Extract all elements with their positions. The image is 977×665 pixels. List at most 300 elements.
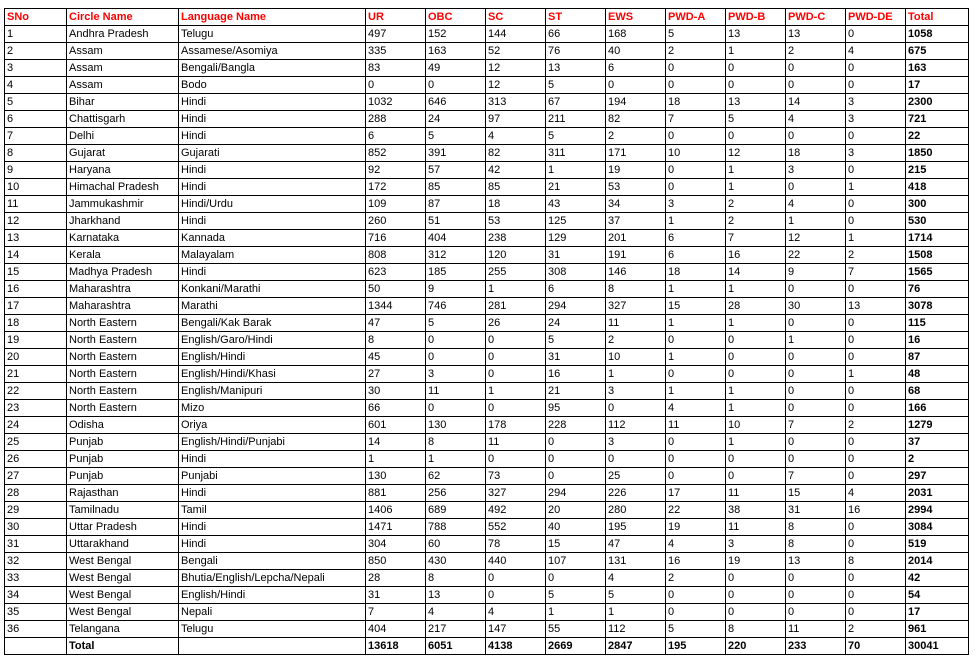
cell-circle-name: West Bengal xyxy=(67,604,179,621)
cell-pwd-b: 28 xyxy=(726,298,786,315)
cell-pwd-b: 0 xyxy=(726,332,786,349)
cell-sno: 2 xyxy=(5,43,67,60)
total-pwd-b: 220 xyxy=(726,638,786,655)
cell-ews: 131 xyxy=(606,553,666,570)
cell-pwd-a: 0 xyxy=(666,162,726,179)
cell-obc: 0 xyxy=(426,400,486,417)
cell-circle-name: Telangana xyxy=(67,621,179,638)
cell-total: 2031 xyxy=(906,485,969,502)
cell-total: 530 xyxy=(906,213,969,230)
total-sc: 4138 xyxy=(486,638,546,655)
cell-pwd-de: 0 xyxy=(846,383,906,400)
cell-obc: 87 xyxy=(426,196,486,213)
cell-ews: 4 xyxy=(606,570,666,587)
cell-obc: 312 xyxy=(426,247,486,264)
cell-language-name: Konkani/Marathi xyxy=(179,281,366,298)
table-row xyxy=(5,536,969,553)
cell-pwd-c: 0 xyxy=(786,587,846,604)
cell-pwd-c: 13 xyxy=(786,553,846,570)
cell-total: 1279 xyxy=(906,417,969,434)
cell-ur: 8 xyxy=(366,332,426,349)
cell-sc: 327 xyxy=(486,485,546,502)
cell-pwd-b: 12 xyxy=(726,145,786,162)
header-total: Total xyxy=(906,9,969,26)
cell-pwd-b: 16 xyxy=(726,247,786,264)
cell-sc: 12 xyxy=(486,60,546,77)
cell-sno: 17 xyxy=(5,298,67,315)
cell-sno: 29 xyxy=(5,502,67,519)
header-sno: SNo xyxy=(5,9,67,26)
cell-pwd-de: 0 xyxy=(846,451,906,468)
cell-pwd-a: 18 xyxy=(666,94,726,111)
cell-sno: 26 xyxy=(5,451,67,468)
cell-st: 66 xyxy=(546,26,606,43)
cell-pwd-a: 1 xyxy=(666,349,726,366)
cell-sc: 82 xyxy=(486,145,546,162)
cell-ur: 881 xyxy=(366,485,426,502)
cell-ews: 168 xyxy=(606,26,666,43)
cell-sc: 238 xyxy=(486,230,546,247)
cell-circle-name: Bihar xyxy=(67,94,179,111)
cell-pwd-c: 3 xyxy=(786,162,846,179)
cell-pwd-a: 0 xyxy=(666,332,726,349)
cell-language-name: Nepali xyxy=(179,604,366,621)
header-pwd-b: PWD-B xyxy=(726,9,786,26)
cell-ur: 31 xyxy=(366,587,426,604)
cell-total: 2300 xyxy=(906,94,969,111)
cell-pwd-c: 0 xyxy=(786,77,846,94)
cell-sc: 97 xyxy=(486,111,546,128)
cell-sno: 6 xyxy=(5,111,67,128)
header-pwd-de: PWD-DE xyxy=(846,9,906,26)
table-row xyxy=(5,315,969,332)
cell-language-name: Hindi xyxy=(179,519,366,536)
cell-sc: 26 xyxy=(486,315,546,332)
cell-sc: 440 xyxy=(486,553,546,570)
cell-pwd-de: 0 xyxy=(846,349,906,366)
cell-ews: 327 xyxy=(606,298,666,315)
cell-total: 22 xyxy=(906,128,969,145)
cell-total: 16 xyxy=(906,332,969,349)
cell-ur: 304 xyxy=(366,536,426,553)
cell-sc: 1 xyxy=(486,281,546,298)
cell-ur: 27 xyxy=(366,366,426,383)
cell-ews: 37 xyxy=(606,213,666,230)
cell-st: 308 xyxy=(546,264,606,281)
cell-st: 0 xyxy=(546,451,606,468)
cell-sc: 0 xyxy=(486,332,546,349)
cell-obc: 0 xyxy=(426,332,486,349)
cell-pwd-de: 2 xyxy=(846,621,906,638)
cell-pwd-a: 4 xyxy=(666,536,726,553)
table-row xyxy=(5,77,969,94)
cell-ews: 10 xyxy=(606,349,666,366)
cell-sno: 11 xyxy=(5,196,67,213)
cell-total: 1714 xyxy=(906,230,969,247)
cell-circle-name: Maharashtra xyxy=(67,281,179,298)
total-label: Total xyxy=(67,638,179,655)
table-row xyxy=(5,213,969,230)
cell-total: 163 xyxy=(906,60,969,77)
cell-pwd-b: 0 xyxy=(726,587,786,604)
cell-sno: 9 xyxy=(5,162,67,179)
table-row xyxy=(5,196,969,213)
cell-circle-name: Haryana xyxy=(67,162,179,179)
cell-pwd-de: 0 xyxy=(846,26,906,43)
cell-pwd-a: 10 xyxy=(666,145,726,162)
cell-sno: 16 xyxy=(5,281,67,298)
cell-language-name: Tamil xyxy=(179,502,366,519)
cell-st: 24 xyxy=(546,315,606,332)
cell-circle-name: Assam xyxy=(67,43,179,60)
cell-pwd-c: 0 xyxy=(786,179,846,196)
cell-obc: 8 xyxy=(426,434,486,451)
cell-ur: 172 xyxy=(366,179,426,196)
cell-pwd-c: 4 xyxy=(786,196,846,213)
cell-ur: 50 xyxy=(366,281,426,298)
table-row xyxy=(5,400,969,417)
table-row xyxy=(5,621,969,638)
cell-obc: 0 xyxy=(426,77,486,94)
cell-pwd-de: 0 xyxy=(846,196,906,213)
cell-pwd-de: 8 xyxy=(846,553,906,570)
cell-total: 3084 xyxy=(906,519,969,536)
cell-sc: 78 xyxy=(486,536,546,553)
cell-ews: 0 xyxy=(606,77,666,94)
cell-obc: 0 xyxy=(426,349,486,366)
cell-st: 43 xyxy=(546,196,606,213)
cell-circle-name: Jammukashmir xyxy=(67,196,179,213)
cell-st: 55 xyxy=(546,621,606,638)
cell-obc: 217 xyxy=(426,621,486,638)
cell-pwd-de: 4 xyxy=(846,485,906,502)
cell-ur: 497 xyxy=(366,26,426,43)
cell-pwd-a: 0 xyxy=(666,77,726,94)
cell-sno: 7 xyxy=(5,128,67,145)
cell-pwd-a: 18 xyxy=(666,264,726,281)
table-row xyxy=(5,383,969,400)
table-row xyxy=(5,570,969,587)
cell-ews: 0 xyxy=(606,451,666,468)
cell-pwd-b: 10 xyxy=(726,417,786,434)
cell-sc: 73 xyxy=(486,468,546,485)
cell-sc: 0 xyxy=(486,451,546,468)
cell-total: 2994 xyxy=(906,502,969,519)
cell-pwd-c: 0 xyxy=(786,315,846,332)
table-row xyxy=(5,43,969,60)
cell-pwd-a: 0 xyxy=(666,451,726,468)
cell-pwd-de: 1 xyxy=(846,366,906,383)
cell-pwd-b: 0 xyxy=(726,77,786,94)
cell-sc: 147 xyxy=(486,621,546,638)
cell-total: 1565 xyxy=(906,264,969,281)
cell-pwd-de: 0 xyxy=(846,128,906,145)
cell-total: 519 xyxy=(906,536,969,553)
cell-total: 17 xyxy=(906,604,969,621)
table-row xyxy=(5,417,969,434)
cell-circle-name: Jharkhand xyxy=(67,213,179,230)
cell-language-name: Oriya xyxy=(179,417,366,434)
cell-sc: 281 xyxy=(486,298,546,315)
cell-sc: 0 xyxy=(486,570,546,587)
cell-pwd-a: 0 xyxy=(666,179,726,196)
cell-pwd-c: 11 xyxy=(786,621,846,638)
header-obc: OBC xyxy=(426,9,486,26)
cell-sno: 18 xyxy=(5,315,67,332)
cell-ews: 280 xyxy=(606,502,666,519)
cell-total: 418 xyxy=(906,179,969,196)
cell-pwd-de: 0 xyxy=(846,536,906,553)
cell-st: 5 xyxy=(546,128,606,145)
cell-ews: 11 xyxy=(606,315,666,332)
cell-st: 228 xyxy=(546,417,606,434)
cell-pwd-c: 0 xyxy=(786,366,846,383)
cell-pwd-b: 0 xyxy=(726,570,786,587)
cell-pwd-de: 0 xyxy=(846,587,906,604)
cell-pwd-a: 3 xyxy=(666,196,726,213)
cell-pwd-a: 11 xyxy=(666,417,726,434)
table-row xyxy=(5,604,969,621)
cell-ews: 82 xyxy=(606,111,666,128)
cell-pwd-c: 8 xyxy=(786,519,846,536)
cell-pwd-b: 3 xyxy=(726,536,786,553)
cell-ur: 716 xyxy=(366,230,426,247)
table-row xyxy=(5,332,969,349)
cell-obc: 646 xyxy=(426,94,486,111)
header-pwd-a: PWD-A xyxy=(666,9,726,26)
cell-ur: 1344 xyxy=(366,298,426,315)
cell-pwd-de: 0 xyxy=(846,60,906,77)
cell-total: 48 xyxy=(906,366,969,383)
cell-total: 2014 xyxy=(906,553,969,570)
cell-circle-name: Tamilnadu xyxy=(67,502,179,519)
cell-total: 115 xyxy=(906,315,969,332)
cell-pwd-c: 0 xyxy=(786,60,846,77)
cell-ur: 260 xyxy=(366,213,426,230)
total-st: 2669 xyxy=(546,638,606,655)
cell-obc: 185 xyxy=(426,264,486,281)
cell-pwd-b: 8 xyxy=(726,621,786,638)
cell-pwd-c: 0 xyxy=(786,128,846,145)
cell-pwd-b: 0 xyxy=(726,366,786,383)
header-circle-name: Circle Name xyxy=(67,9,179,26)
cell-pwd-c: 12 xyxy=(786,230,846,247)
table-row xyxy=(5,519,969,536)
cell-pwd-a: 17 xyxy=(666,485,726,502)
cell-obc: 62 xyxy=(426,468,486,485)
cell-ur: 404 xyxy=(366,621,426,638)
cell-language-name: English/Garo/Hindi xyxy=(179,332,366,349)
cell-pwd-a: 0 xyxy=(666,587,726,604)
cell-language-name: Telugu xyxy=(179,621,366,638)
cell-st: 0 xyxy=(546,570,606,587)
cell-circle-name: Rajasthan xyxy=(67,485,179,502)
cell-sc: 0 xyxy=(486,400,546,417)
table-row xyxy=(5,468,969,485)
cell-st: 20 xyxy=(546,502,606,519)
cell-pwd-b: 11 xyxy=(726,519,786,536)
cell-total: 300 xyxy=(906,196,969,213)
cell-pwd-c: 1 xyxy=(786,332,846,349)
cell-pwd-b: 1 xyxy=(726,315,786,332)
cell-ews: 19 xyxy=(606,162,666,179)
cell-sno: 30 xyxy=(5,519,67,536)
cell-sc: 313 xyxy=(486,94,546,111)
cell-pwd-b: 1 xyxy=(726,400,786,417)
cell-sc: 18 xyxy=(486,196,546,213)
cell-circle-name: Madhya Pradesh xyxy=(67,264,179,281)
cell-obc: 60 xyxy=(426,536,486,553)
cell-pwd-de: 0 xyxy=(846,281,906,298)
cell-pwd-c: 1 xyxy=(786,213,846,230)
cell-pwd-b: 13 xyxy=(726,94,786,111)
cell-sc: 255 xyxy=(486,264,546,281)
cell-sc: 12 xyxy=(486,77,546,94)
cell-pwd-de: 0 xyxy=(846,315,906,332)
cell-sno: 10 xyxy=(5,179,67,196)
table-row xyxy=(5,553,969,570)
cell-pwd-b: 1 xyxy=(726,434,786,451)
total-pwd-c: 233 xyxy=(786,638,846,655)
cell-pwd-de: 0 xyxy=(846,400,906,417)
cell-sno: 34 xyxy=(5,587,67,604)
cell-total: 68 xyxy=(906,383,969,400)
cell-pwd-de: 3 xyxy=(846,94,906,111)
cell-pwd-a: 1 xyxy=(666,383,726,400)
total-language xyxy=(179,638,366,655)
cell-ur: 14 xyxy=(366,434,426,451)
cell-ews: 194 xyxy=(606,94,666,111)
cell-pwd-a: 2 xyxy=(666,43,726,60)
cell-ur: 335 xyxy=(366,43,426,60)
cell-total: 721 xyxy=(906,111,969,128)
cell-pwd-de: 13 xyxy=(846,298,906,315)
cell-ews: 3 xyxy=(606,383,666,400)
cell-pwd-de: 0 xyxy=(846,570,906,587)
cell-pwd-b: 0 xyxy=(726,60,786,77)
cell-pwd-a: 4 xyxy=(666,400,726,417)
cell-ews: 1 xyxy=(606,366,666,383)
cell-language-name: Hindi/Urdu xyxy=(179,196,366,213)
table-body xyxy=(5,26,969,638)
cell-pwd-b: 5 xyxy=(726,111,786,128)
cell-pwd-c: 18 xyxy=(786,145,846,162)
cell-obc: 689 xyxy=(426,502,486,519)
cell-pwd-c: 9 xyxy=(786,264,846,281)
cell-sc: 492 xyxy=(486,502,546,519)
cell-pwd-de: 16 xyxy=(846,502,906,519)
cell-pwd-b: 1 xyxy=(726,162,786,179)
cell-ur: 808 xyxy=(366,247,426,264)
cell-st: 67 xyxy=(546,94,606,111)
cell-ur: 850 xyxy=(366,553,426,570)
total-ur: 13618 xyxy=(366,638,426,655)
cell-ews: 34 xyxy=(606,196,666,213)
cell-ews: 2 xyxy=(606,128,666,145)
cell-sno: 15 xyxy=(5,264,67,281)
cell-language-name: Bhutia/English/Lepcha/Nepali xyxy=(179,570,366,587)
cell-st: 107 xyxy=(546,553,606,570)
cell-total: 166 xyxy=(906,400,969,417)
cell-pwd-c: 7 xyxy=(786,468,846,485)
cell-sc: 53 xyxy=(486,213,546,230)
cell-ews: 6 xyxy=(606,60,666,77)
cell-pwd-a: 1 xyxy=(666,315,726,332)
cell-st: 294 xyxy=(546,298,606,315)
cell-circle-name: Punjab xyxy=(67,451,179,468)
cell-pwd-b: 1 xyxy=(726,281,786,298)
cell-pwd-a: 5 xyxy=(666,26,726,43)
cell-pwd-de: 0 xyxy=(846,77,906,94)
cell-pwd-b: 0 xyxy=(726,349,786,366)
cell-st: 1 xyxy=(546,604,606,621)
cell-st: 5 xyxy=(546,77,606,94)
cell-pwd-de: 0 xyxy=(846,332,906,349)
cell-circle-name: Maharashtra xyxy=(67,298,179,315)
cell-ews: 3 xyxy=(606,434,666,451)
cell-sc: 52 xyxy=(486,43,546,60)
table-row xyxy=(5,451,969,468)
table-row xyxy=(5,26,969,43)
cell-st: 6 xyxy=(546,281,606,298)
cell-circle-name: North Eastern xyxy=(67,349,179,366)
cell-sno: 4 xyxy=(5,77,67,94)
cell-sc: 552 xyxy=(486,519,546,536)
cell-circle-name: Uttarakhand xyxy=(67,536,179,553)
cell-pwd-a: 1 xyxy=(666,213,726,230)
cell-st: 76 xyxy=(546,43,606,60)
cell-obc: 49 xyxy=(426,60,486,77)
table-row xyxy=(5,94,969,111)
table-row xyxy=(5,111,969,128)
cell-circle-name: Punjab xyxy=(67,468,179,485)
cell-st: 0 xyxy=(546,468,606,485)
header-ews: EWS xyxy=(606,9,666,26)
cell-language-name: Hindi xyxy=(179,264,366,281)
cell-pwd-a: 15 xyxy=(666,298,726,315)
cell-ur: 66 xyxy=(366,400,426,417)
cell-ur: 92 xyxy=(366,162,426,179)
cell-obc: 51 xyxy=(426,213,486,230)
cell-total: 215 xyxy=(906,162,969,179)
cell-ews: 112 xyxy=(606,621,666,638)
header-pwd-c: PWD-C xyxy=(786,9,846,26)
cell-pwd-a: 2 xyxy=(666,570,726,587)
cell-pwd-c: 14 xyxy=(786,94,846,111)
cell-total: 675 xyxy=(906,43,969,60)
cell-st: 5 xyxy=(546,587,606,604)
table-row xyxy=(5,485,969,502)
cell-pwd-c: 4 xyxy=(786,111,846,128)
cell-circle-name: Assam xyxy=(67,60,179,77)
cell-st: 13 xyxy=(546,60,606,77)
cell-ur: 83 xyxy=(366,60,426,77)
cell-pwd-b: 2 xyxy=(726,196,786,213)
cell-pwd-a: 1 xyxy=(666,281,726,298)
total-ews: 2847 xyxy=(606,638,666,655)
cell-pwd-b: 7 xyxy=(726,230,786,247)
cell-pwd-de: 0 xyxy=(846,468,906,485)
cell-language-name: Gujarati xyxy=(179,145,366,162)
cell-pwd-b: 1 xyxy=(726,179,786,196)
cell-sno: 3 xyxy=(5,60,67,77)
cell-pwd-a: 0 xyxy=(666,128,726,145)
cell-obc: 130 xyxy=(426,417,486,434)
cell-ur: 1032 xyxy=(366,94,426,111)
cell-pwd-de: 0 xyxy=(846,162,906,179)
cell-pwd-c: 8 xyxy=(786,536,846,553)
cell-language-name: English/Hindi/Khasi xyxy=(179,366,366,383)
